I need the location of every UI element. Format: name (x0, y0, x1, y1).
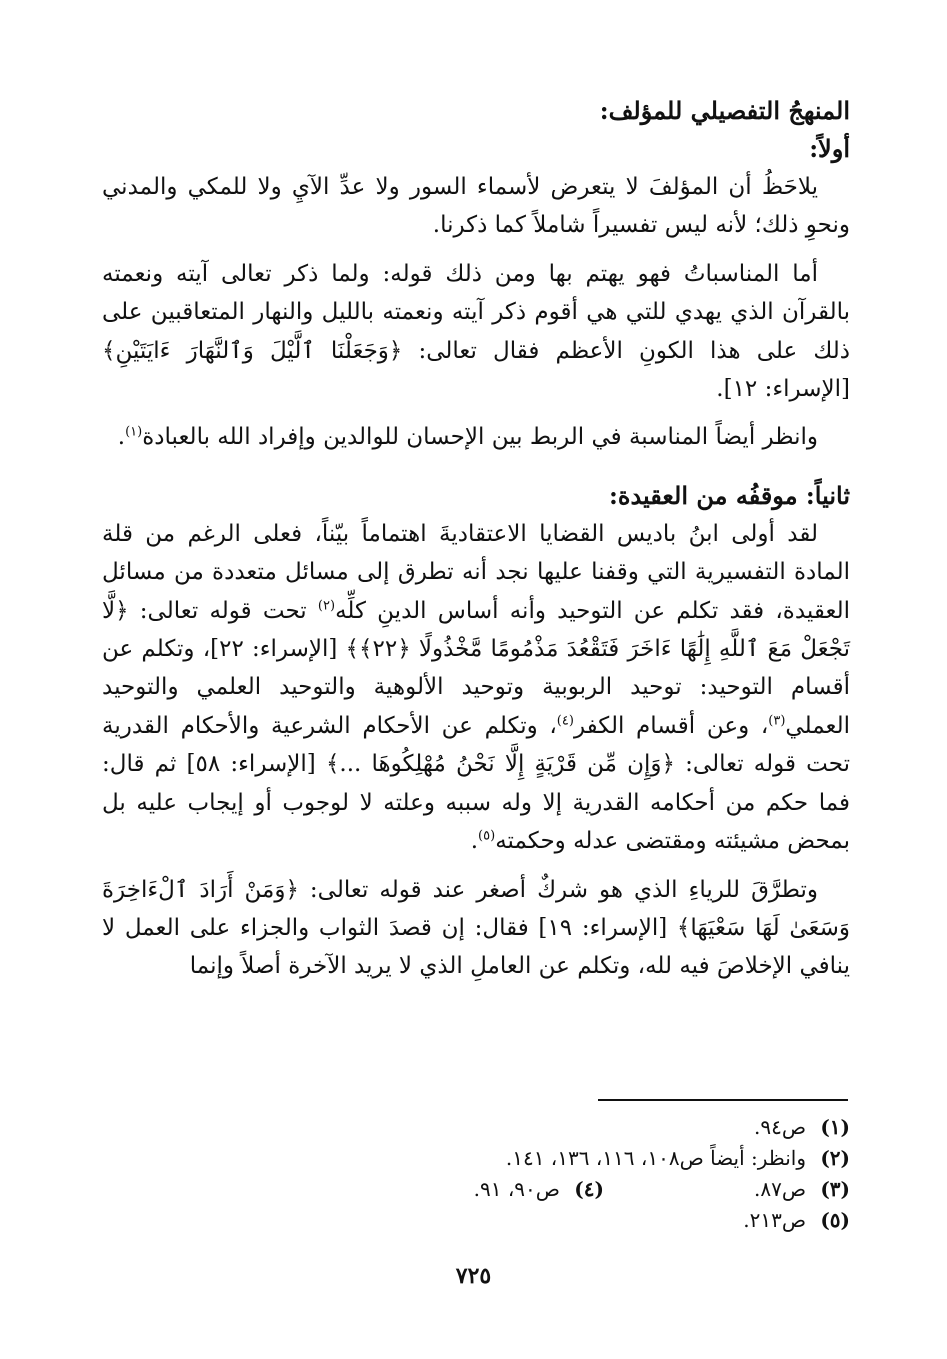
paragraph-text: وتطرَّقَ للرياءِ الذي هو شركٌ أصغر عند قوله تعالى: ﴿وَمَنْ أَرَادَ ٱلْءَاخِرَةَ وَسَعَىٰ لَهَا سَعْيَهَا﴾ [الإسراء: ١٩] فقال: إن قصدَ الثواب والجزاء على العمل لا ينافي الإخلاصَ فيه لله، وتكلم عن العاملِ الذي لا يريد الآخرة أصلاً وإنما (102, 876, 850, 980)
footnote-number: (١) (820, 1115, 850, 1139)
footnote-ref-3[interactable]: (٣) (768, 713, 786, 729)
footnote-line (90, 1143, 850, 1174)
footnote-text: ص٢١٣. (743, 1208, 806, 1232)
paragraph-riya (102, 871, 850, 986)
paragraph-munasabat (102, 255, 850, 409)
footnote-ref-5[interactable]: (٥) (478, 828, 496, 844)
paragraph-text: لقد أولى ابنُ باديس القضايا الاعتقاديةَ اهتماماً بيّناً، فعلى الرغم من قلة المادة التفسيرية التي وقفنا عليها نجد أنه تطرق إلى مسائل متعددة من مسائل العقيدة، فقد تكلم عن التوحيد وأنه أساس الدينِ كلِّه (102, 520, 851, 624)
footnote-2 (506, 1143, 850, 1174)
footnote-text: ص٩٤. (753, 1115, 806, 1139)
paragraph-surah-names (102, 168, 850, 245)
footnote-1 (754, 1112, 850, 1143)
paragraph-text: ، وتكلم عن الأحكام الشرعية والأحكام القدرية تحت قوله تعالى: ﴿وَإِن مِّن قَرْيَةٍ إِلَّا نَحْنُ مُهْلِكُوهَا ...﴾ [الإسراء: ٥٨] ثم قال: فما حكم من أحكامه القدرية إلا وله سببه وعلته لا لوجوب أو إيجاب عليه بل بمحض مشيئته ومقتضى عدله وحكمته (102, 712, 850, 855)
footnote-text: ص٨٧. (753, 1177, 806, 1201)
main-text (102, 86, 850, 996)
footnote-4 (474, 1174, 604, 1205)
page-number: ٧٢٥ (455, 1263, 492, 1289)
paragraph-tail: . (117, 424, 126, 451)
footnote-ref-1[interactable]: (١) (125, 424, 143, 440)
footnote-text: وانظر: أيضاً ص١٠٨، ١١٦، ١٣٦، ١٤١. (505, 1146, 806, 1170)
section-heading-first: أولاً: (809, 134, 850, 163)
footnote-number: (٤) (574, 1177, 604, 1201)
paragraph-text: يلاحَظُ أن المؤلفَ لا يتعرض لأسماء السور ولا عدِّ الآيِ ولا للمكي والمدني ونحوِ ذلك؛ لأنه ليس تفسيراً شاملاً كما ذكرنا. (102, 174, 850, 239)
footnote-line (90, 1205, 850, 1236)
footnote-text: ص٩٠، ٩١. (473, 1177, 560, 1201)
footnote-5 (743, 1205, 850, 1236)
section-heading-second: ثانياً: موقفُه من العقيدة: (609, 480, 850, 510)
footnote-number: (٥) (820, 1208, 850, 1232)
footnote-ref-4[interactable]: (٤) (556, 713, 574, 729)
footnote-number: (٢) (820, 1146, 850, 1170)
paragraph-tail: . (470, 828, 479, 855)
paragraph-aqeedah (102, 515, 850, 861)
footnote-line (90, 1112, 850, 1143)
footnote-ref-2[interactable]: (٢) (317, 598, 336, 613)
paragraph-text: وانظر أيضاً المناسبة في الربط بين الإحسان للوالدين وإفراد الله بالعبادة (142, 424, 818, 451)
paragraph-parents (102, 418, 850, 456)
paragraph-text: أما المناسباتُ فهو يهتم بها ومن ذلك قوله: ولما ذكر تعالى آيته ونعمته بالقرآن الذي يهدي للتي هي أقوم ذكر آيته ونعمته بالليل والنهار المتعاقبين على ذلك على هذا الكونِ الأعظم فقال تعالى: ﴿وَجَعَلْنَا ٱلَّيْلَ وَٱلنَّهَارَ ءَايَتَيْنِ﴾ [الإسراء: ١٢]. (102, 260, 850, 403)
footnote-divider (598, 1099, 848, 1101)
footnotes (90, 1112, 850, 1236)
footnote-3 (754, 1174, 850, 1205)
footnote-line (90, 1174, 850, 1205)
paragraph-text: تحت قوله تعالى: ﴿لَّا تَجْعَلْ مَعَ ٱللَّهِ إِلَٰهًا ءَاخَرَ فَتَقْعُدَ مَذْمُومًا مَّخْذُولًا ﴿٢٢﴾﴾ [الإسراء: ٢٢]، وتكلم عن أقسام التوحيد: توحيد الربوبية وتوحيد الألوهية والتوحيد العلمي والتوحيد العملي (102, 597, 850, 739)
paragraph-text: ، وعن أقسام الكفر (573, 712, 769, 739)
page-title: المنهجُ التفصيلي للمؤلف: (599, 96, 850, 125)
footnote-number: (٣) (820, 1177, 850, 1201)
